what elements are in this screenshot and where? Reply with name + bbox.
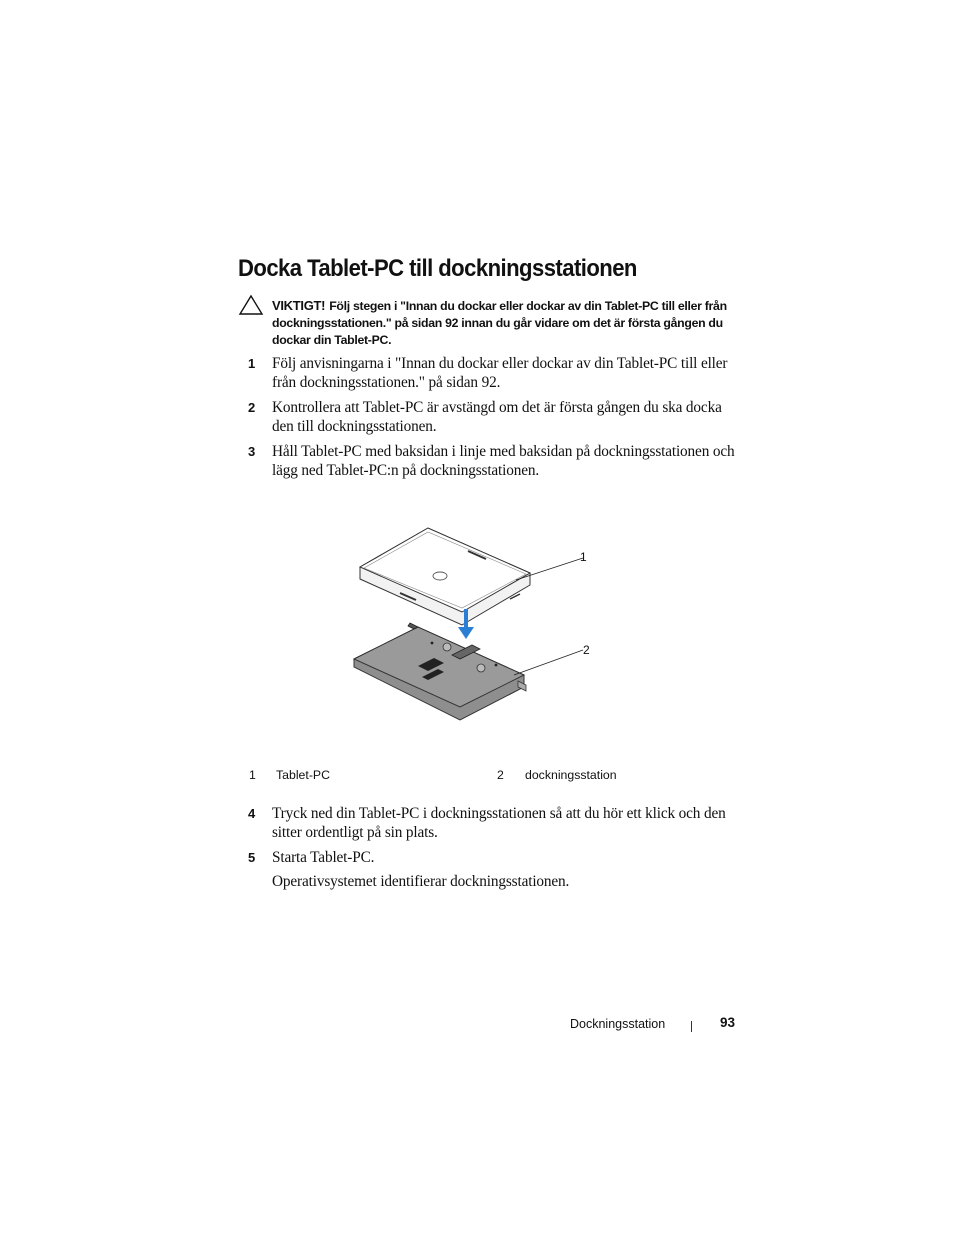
page-number: 93 [720, 1015, 736, 1030]
step-text: Starta Tablet-PC. [272, 849, 375, 866]
step-5-result: Operativsystemet identifierar dockningsstationen. [272, 873, 570, 890]
callout-1: 1 [580, 550, 587, 564]
step-number: 3 [248, 444, 256, 459]
footer-divider [691, 1021, 692, 1032]
step-text: Tryck ned din Tablet-PC i dockningsstationen så att du hör ett klick och den sitter ordentligt på sin plats. [272, 805, 726, 841]
legend-label: Tablet-PC [276, 768, 330, 782]
important-notice [272, 297, 742, 349]
legend-number: 2 [497, 768, 504, 782]
legend-label: dockningsstation [525, 768, 617, 782]
step-text: Följ anvisningarna i "Innan du dockar eller dockar av din Tablet-PC till eller från dockningsstationen." på sidan 92. [272, 355, 728, 391]
step-number: 2 [248, 400, 256, 415]
docking-illustration [340, 515, 600, 730]
step-text: Kontrollera att Tablet-PC är avstängd om det är första gången du ska docka den till dockningsstationen. [272, 399, 722, 435]
step-text: Håll Tablet-PC med baksidan i linje med baksidan på dockningsstationen och lägg ned Tablet-PC:n på dockningsstationen. [272, 443, 735, 479]
footer-section-name: Dockningsstation [570, 1017, 666, 1031]
step-number: 5 [248, 850, 256, 865]
docking-station-drawing [354, 623, 526, 720]
step-number: 4 [248, 806, 256, 821]
tablet-pc-drawing [360, 528, 530, 625]
page-title: Docka Tablet-PC till dockningsstationen [238, 255, 637, 282]
caution-triangle-icon [238, 294, 264, 316]
callout-2: 2 [583, 643, 590, 657]
notice-text: Följ stegen i "Innan du dockar eller dockar av din Tablet-PC till eller från dockningsstationen." på sidan 92 innan du går vidare om det är första gången du dockar din Tablet-PC. [272, 299, 727, 347]
step-number: 1 [248, 356, 256, 371]
legend-number: 1 [249, 768, 256, 782]
notice-label: VIKTIGT! [272, 298, 326, 313]
